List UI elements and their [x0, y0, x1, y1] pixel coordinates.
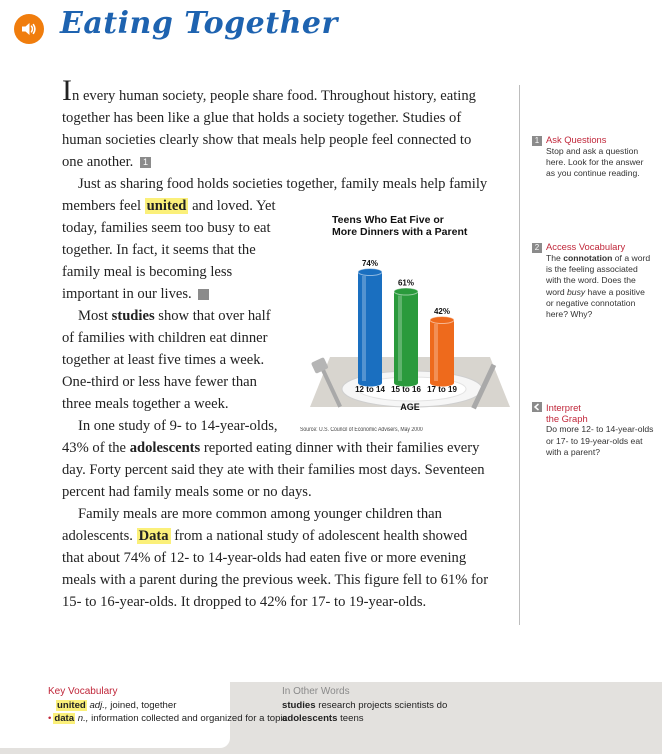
note-heading-2: the Graph: [546, 413, 588, 425]
marker-1[interactable]: 1: [140, 157, 151, 168]
note-heading: Access Vocabulary: [546, 241, 626, 252]
note-ask-questions: [532, 134, 654, 180]
chart-source: Source: U.S. Council of Economic Advisers, May 2000: [300, 427, 423, 433]
note-number: 1: [532, 136, 542, 146]
chart-space: [282, 195, 492, 417]
vocab-entry-united: united adj., joined, together: [57, 700, 177, 711]
drop-cap: I: [62, 74, 72, 107]
paragraph-1: In every human society, people share food. Throughout history, eating together has been like a glue that holds a society together. Studies of human societies clearly show that meals help people feel connected to one another. 1: [62, 74, 476, 170]
note-heading: Ask Questions: [546, 134, 607, 145]
note-body: Stop and ask a question here. Look for the answer as you continue reading.: [546, 146, 644, 179]
value-label: 61%: [397, 278, 415, 288]
graph-arrow-icon: [532, 402, 542, 412]
other-words-entry: studies research projects scientists do: [282, 700, 448, 711]
note-body: The connotation of a word is the feeling associated with the word. Does the word busy have a positive or negative connotation here? Why?: [546, 253, 651, 320]
chart-title-line-2: More Dinners with a Parent: [332, 226, 468, 238]
paragraph-4: In one study of 9- to 14-year-olds, 43% of the adolescents reported eating dinner with their families every day. Forty percent said they ate with their families most days. Seventeen percent had family meals some or no days.: [62, 418, 485, 500]
value-label: 74%: [361, 259, 379, 268]
value-label: 42%: [433, 307, 451, 316]
tick-label: 17 to 19: [427, 385, 457, 394]
paragraph-3: Most studies show that over half of families with children eat dinner together at least five times a week. One-third or less have fewer than three meals together a week.: [62, 308, 271, 412]
note-number: 2: [532, 243, 542, 253]
article-body: [62, 74, 492, 613]
note-access-vocabulary: [532, 241, 654, 320]
marker-2[interactable]: 2: [198, 289, 209, 300]
vocab-entry-data: • data n., information collected and organized for a topic: [48, 713, 288, 724]
sidebar-divider: [519, 85, 520, 625]
speaker-icon: [20, 20, 38, 38]
tick-label: 12 to 14: [355, 385, 385, 394]
chart-x-axis-label: AGE: [400, 402, 420, 412]
note-heading: Interpret: [546, 402, 581, 413]
other-words-entry: adolescents teens: [282, 713, 364, 724]
in-other-words-title: In Other Words: [282, 686, 350, 697]
tick-label: 15 to 16: [391, 385, 421, 394]
audio-button[interactable]: [14, 14, 44, 44]
vocab-word-united[interactable]: united: [146, 198, 187, 214]
vocab-word-studies[interactable]: studies: [111, 308, 155, 324]
vocab-word-data[interactable]: Data: [138, 528, 169, 544]
note-body: Do more 12- to 14-year-olds or 17- to 19-year-olds eat with a parent?: [546, 424, 654, 457]
paragraph-2: Just as sharing food holds societies together, family meals help family members feel united and loved. Yet today, families seem too busy to eat together. In fact, it seems that the family meal is becoming less important in our lives. 2: [62, 173, 492, 305]
chart-title-line-1: Teens Who Eat Five or: [332, 214, 444, 226]
note-interpret-graph: [532, 402, 654, 458]
bullet-icon: •: [48, 713, 52, 724]
in-other-words-box: [282, 686, 447, 725]
paragraph-5: Family meals are more common among younger children than adolescents. Data from a national study of adolescent health showed that about 74% of 12- to 14-year-olds had eaten five or more evening meals with a parent during the previous week. This figure fell to 61% for 15- to 16-year-olds. It dropped to 42% for 17- to 19-year-olds.: [62, 506, 489, 610]
key-vocabulary-title: Key Vocabulary united adj., joined, together • data n., information collected and organized for a topic: [48, 686, 288, 724]
page-title: Eating Together: [60, 6, 338, 41]
vocab-word-adolescents[interactable]: adolescents: [129, 440, 201, 456]
